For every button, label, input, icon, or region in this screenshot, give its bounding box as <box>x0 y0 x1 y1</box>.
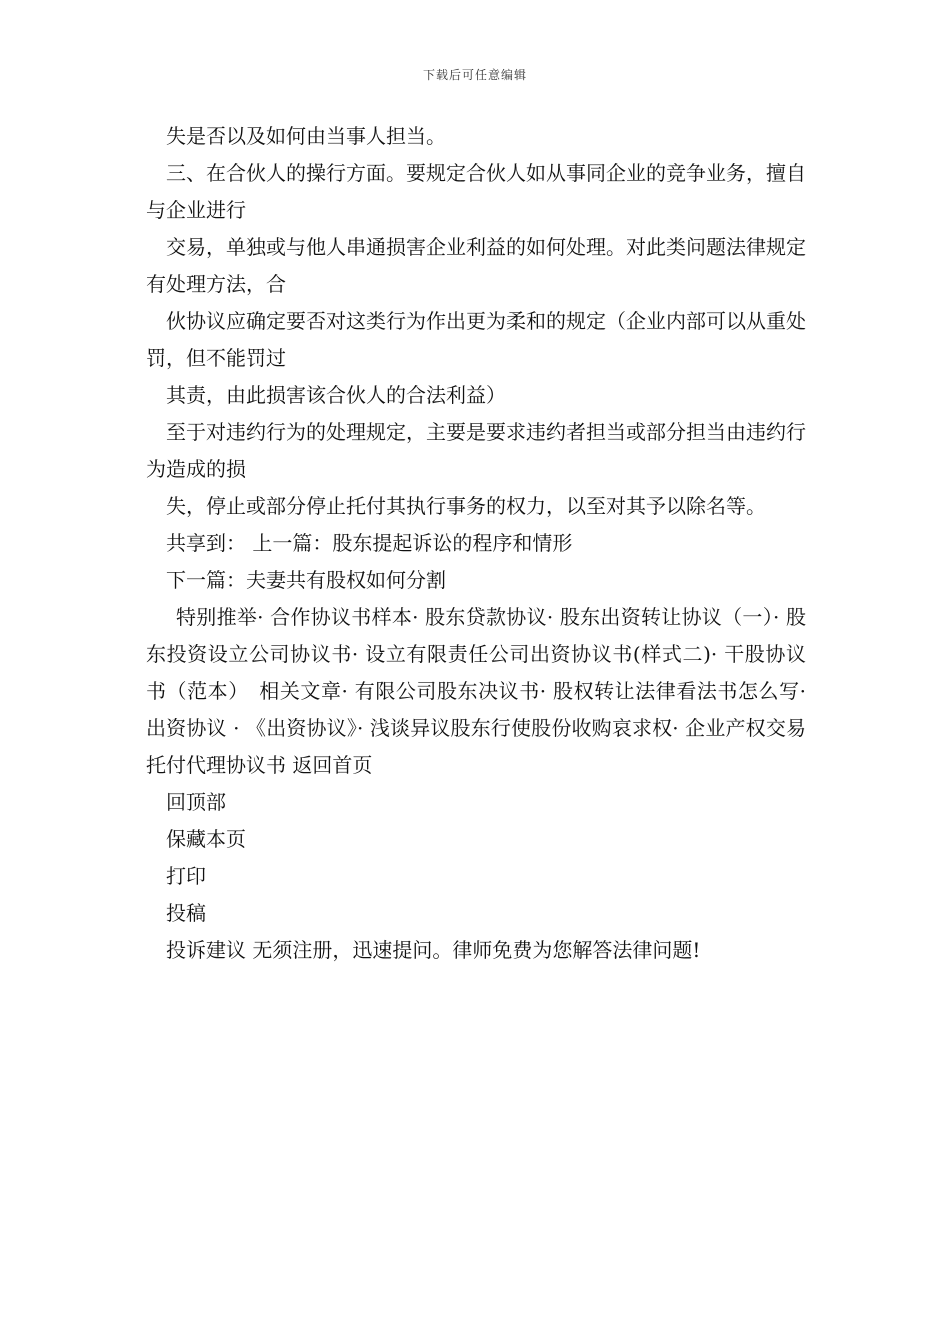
next-article-link[interactable]: 下一篇：夫妻共有股权如何分割 <box>166 568 446 592</box>
recommended-related-links[interactable]: 特别推举· 合作协议书样本· 股东贷款协议· 股东出资转让协议（一）· 股东投资设立公司协议书· 设立有限责任公司出资协议书(样式二)· 干股协议书（范本） 相关文章· 有限公司股东决议书· 股权转让法律看法书怎么写· 出资协议 · 《出资协议》· 浅谈异议股东行使股份收购哀求权· 企业产权交易托付代理协议书 返回首页 <box>146 605 806 777</box>
complaint-link[interactable]: 投诉建议 无须注册，迅速提问。律师免费为您解答法律问题! <box>166 938 701 962</box>
print-link[interactable]: 打印 <box>166 864 206 888</box>
bookmark-page-link[interactable]: 保藏本页 <box>166 827 246 851</box>
paragraph-7: 失，停止或部分停止托付其执行事务的权力，以至对其予以除名等。 <box>166 494 766 518</box>
page-header: 下载后可任意编辑 <box>422 68 527 82</box>
paragraph-1: 失是否以及如何由当事人担当。 <box>166 124 446 148</box>
submit-article-link[interactable]: 投稿 <box>166 901 206 925</box>
document-body <box>146 118 806 969</box>
paragraph-2: 三、在合伙人的操行方面。要规定合伙人如从事同企业的竞争业务，擅自与企业进行 <box>146 161 806 222</box>
paragraph-4: 伙协议应确定要否对这类行为作出更为柔和的规定（企业内部可以从重处罚，但不能罚过 <box>146 309 806 370</box>
paragraph-5: 其责，由此损害该合伙人的合法利益） <box>166 383 506 407</box>
back-to-top-link[interactable]: 回顶部 <box>166 790 226 814</box>
paragraph-6: 至于对违约行为的处理规定，主要是要求违约者担当或部分担当由违约行为造成的损 <box>146 420 806 481</box>
share-prev-article-link[interactable]: 共享到： 上一篇：股东提起诉讼的程序和情形 <box>166 531 573 555</box>
paragraph-3: 交易，单独或与他人串通损害企业利益的如何处理。对此类问题法律规定有处理方法，合 <box>146 235 806 296</box>
